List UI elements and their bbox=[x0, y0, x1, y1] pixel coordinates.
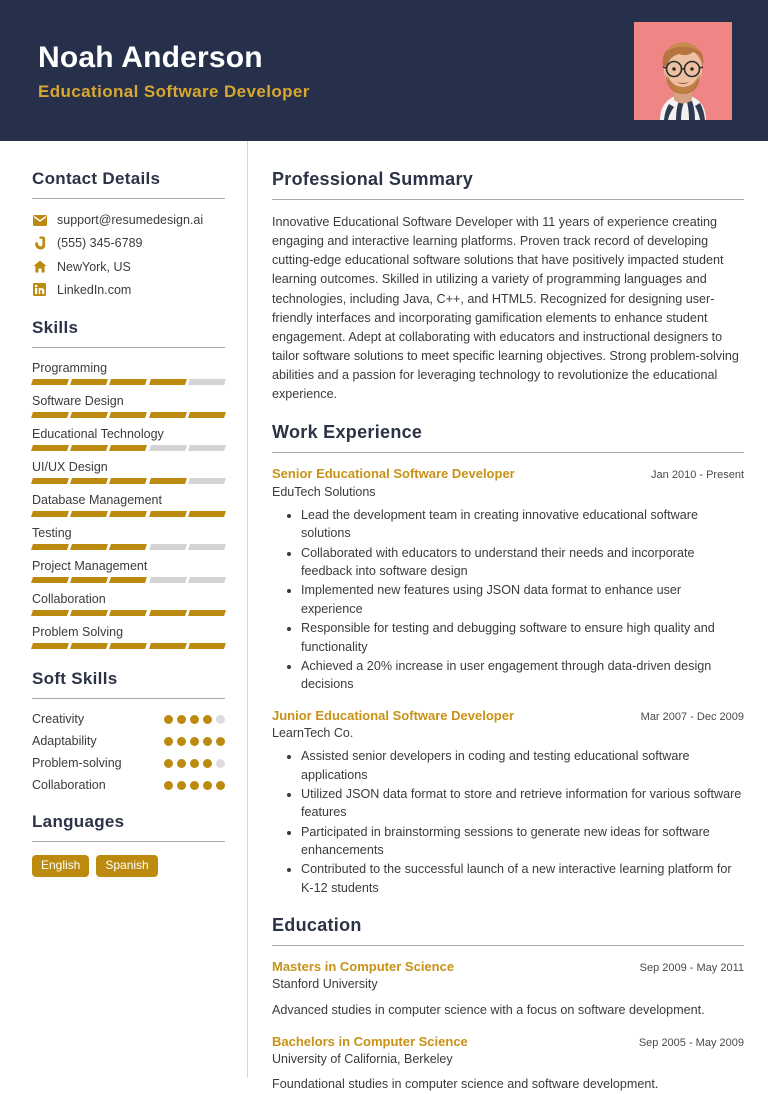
skill-level-bar bbox=[32, 643, 225, 649]
skill-label: Testing bbox=[32, 526, 72, 540]
skill-label: UI/UX Design bbox=[32, 460, 108, 474]
rating-dot bbox=[177, 715, 186, 724]
skill-bar-segment bbox=[70, 379, 108, 385]
entry-header bbox=[272, 466, 744, 482]
entry-header bbox=[272, 708, 744, 724]
skill-item bbox=[32, 394, 225, 418]
section-divider bbox=[272, 945, 744, 946]
skill-level-bar bbox=[32, 577, 225, 583]
skill-bar-segment bbox=[149, 445, 187, 451]
soft-skill-label: Collaboration bbox=[32, 778, 106, 792]
list-item: • Lead the development team in creating innovative educational software solutions bbox=[301, 506, 744, 543]
skill-bar-segment bbox=[109, 610, 147, 616]
rating-dot bbox=[203, 759, 212, 768]
contact-item-email[interactable] bbox=[32, 212, 225, 228]
list-item: • Assisted senior developers in coding and testing educational software applications bbox=[301, 747, 744, 784]
skill-label: Problem Solving bbox=[32, 625, 124, 639]
skill-bar-segment bbox=[188, 478, 226, 484]
professional-summary-text: Innovative Educational Software Developer with 11 years of experience creating engaging and interactive learning platforms. Proven track record of developing cutting-edge educational software solutions that have positively impacted student learning outcomes. Skilled in utilizing a variety of programming languages and technologies, including Java, C++, and HTML5. Recognized for designing user-friendly interfaces and incorporating gamification elements to enhance student engagement. Adept at collaborating with educators and instructional designers to tailor software solutions to meet specific learning objectives. Strong problem-solving abilities and a passion for leveraging technology to revolutionize the educational experience. bbox=[272, 215, 739, 402]
degree-title: Masters in Computer Science bbox=[272, 959, 455, 975]
section-skills bbox=[32, 318, 225, 649]
languages-list bbox=[32, 855, 225, 877]
skill-item bbox=[32, 559, 225, 583]
rating-dot bbox=[190, 737, 199, 746]
header-text-block bbox=[38, 40, 310, 102]
soft-skill-label: Problem-solving bbox=[32, 756, 122, 770]
skills-list bbox=[32, 361, 225, 649]
list-item: • Achieved a 20% increase in user engagement through data-driven design decisions bbox=[301, 657, 744, 694]
skill-bar-segment bbox=[109, 544, 147, 550]
list-item: • Participated in brainstorming sessions to generate new ideas for software enhancements bbox=[301, 823, 744, 860]
skill-bar-segment bbox=[70, 610, 108, 616]
soft-skill-rating bbox=[164, 759, 225, 768]
list-item: • Implemented new features using JSON data format to enhance user experience bbox=[301, 581, 744, 618]
skill-bar-segment bbox=[149, 478, 187, 484]
education-entry bbox=[272, 959, 744, 1019]
skill-bar-segment bbox=[149, 544, 187, 550]
education-heading: Education bbox=[272, 915, 362, 936]
skill-label: Software Design bbox=[32, 394, 124, 408]
job-role-title: Junior Educational Software Developer bbox=[272, 707, 514, 723]
page-title: Noah Anderson bbox=[38, 40, 263, 74]
rating-dot bbox=[177, 737, 186, 746]
profile-photo-icon bbox=[634, 22, 732, 120]
rating-dot bbox=[164, 759, 173, 768]
rating-dot bbox=[177, 759, 186, 768]
skill-label: Project Management bbox=[32, 559, 148, 573]
work-experience-heading: Work Experience bbox=[272, 422, 423, 443]
skill-bar-segment bbox=[188, 577, 226, 583]
skill-bar-segment bbox=[31, 445, 69, 451]
rating-dot bbox=[177, 781, 186, 790]
contact-location-text: NewYork, US bbox=[57, 259, 131, 274]
skill-item bbox=[32, 526, 225, 550]
soft-skills-heading: Soft Skills bbox=[32, 669, 118, 688]
skill-level-bar bbox=[32, 412, 225, 418]
skills-heading: Skills bbox=[32, 318, 79, 337]
skill-bar-segment bbox=[109, 511, 147, 517]
skill-bar-segment bbox=[188, 544, 226, 550]
section-professional-summary bbox=[272, 169, 744, 404]
skill-bar-segment bbox=[31, 544, 69, 550]
rating-dot bbox=[164, 737, 173, 746]
skill-item bbox=[32, 460, 225, 484]
education-description: Advanced studies in computer science with a focus on software development. bbox=[272, 1002, 705, 1017]
soft-skill-item bbox=[32, 712, 225, 726]
list-item: • Contributed to the successful launch of a new interactive learning platform for K-12 students bbox=[301, 860, 744, 897]
soft-skill-label: Creativity bbox=[32, 712, 85, 726]
skill-label: Educational Technology bbox=[32, 427, 164, 441]
rating-dot bbox=[190, 759, 199, 768]
section-divider bbox=[32, 198, 225, 199]
home-icon bbox=[32, 259, 47, 274]
phone-icon bbox=[32, 236, 47, 251]
skill-bar-segment bbox=[149, 412, 187, 418]
section-contact-details bbox=[32, 169, 225, 298]
skill-item bbox=[32, 592, 225, 616]
section-divider bbox=[32, 347, 225, 348]
skill-bar-segment bbox=[31, 643, 69, 649]
skill-bar-segment bbox=[149, 511, 187, 517]
section-divider bbox=[272, 199, 744, 200]
contact-item-linkedin[interactable] bbox=[32, 282, 225, 298]
rating-dot bbox=[216, 737, 225, 746]
skill-bar-segment bbox=[109, 643, 147, 649]
contact-list bbox=[32, 212, 225, 298]
skill-bar-segment bbox=[70, 412, 108, 418]
skill-bar-segment bbox=[188, 511, 226, 517]
skill-bar-segment bbox=[188, 445, 226, 451]
rating-dot bbox=[164, 715, 173, 724]
soft-skill-rating bbox=[164, 737, 225, 746]
list-item: • Utilized JSON data format to store and retrieve information for various software features bbox=[301, 785, 744, 822]
section-education bbox=[272, 915, 744, 1094]
rating-dot bbox=[164, 781, 173, 790]
avatar bbox=[634, 22, 732, 120]
rating-dot bbox=[216, 759, 225, 768]
skill-bar-segment bbox=[149, 610, 187, 616]
experience-entry bbox=[272, 466, 744, 693]
school-name: University of California, Berkeley bbox=[272, 1051, 453, 1066]
contact-phone-text: (555) 345-6789 bbox=[57, 236, 143, 251]
skill-bar-segment bbox=[109, 412, 147, 418]
education-date-range: Sep 2005 - May 2009 bbox=[638, 1036, 744, 1049]
soft-skill-rating bbox=[164, 715, 225, 724]
contact-item-location[interactable] bbox=[32, 259, 225, 275]
skill-level-bar bbox=[32, 478, 225, 484]
resume-header bbox=[0, 0, 768, 141]
skill-bar-segment bbox=[149, 577, 187, 583]
job-title: Educational Software Developer bbox=[38, 81, 310, 101]
skill-level-bar bbox=[32, 445, 225, 451]
rating-dot bbox=[216, 781, 225, 790]
contact-details-heading: Contact Details bbox=[32, 169, 161, 188]
language-tag[interactable]: English bbox=[32, 855, 89, 877]
list-item: • Responsible for testing and debugging software to ensure high quality and functionality bbox=[301, 619, 744, 656]
education-date-range: Sep 2009 - May 2011 bbox=[639, 962, 744, 975]
education-list bbox=[272, 959, 744, 1094]
rating-dot bbox=[216, 715, 225, 724]
job-date-range: Mar 2007 - Dec 2009 bbox=[640, 710, 744, 723]
languages-heading: Languages bbox=[32, 812, 125, 831]
degree-title: Bachelors in Computer Science bbox=[272, 1033, 468, 1049]
skill-bar-segment bbox=[70, 511, 108, 517]
skill-bar-segment bbox=[109, 445, 147, 451]
job-date-range: Jan 2010 - Present bbox=[651, 469, 744, 482]
skill-bar-segment bbox=[31, 478, 69, 484]
responsibility-list bbox=[272, 747, 744, 897]
sidebar bbox=[0, 141, 248, 1078]
skill-bar-segment bbox=[70, 577, 108, 583]
education-entry bbox=[272, 1034, 744, 1094]
skill-bar-segment bbox=[70, 445, 108, 451]
list-item: • Collaborated with educators to understand their needs and incorporate feedback into software design bbox=[301, 544, 744, 581]
contact-linkedin-text: LinkedIn.com bbox=[57, 282, 132, 297]
rating-dot bbox=[190, 715, 199, 724]
section-divider bbox=[272, 452, 744, 453]
soft-skill-item bbox=[32, 778, 225, 792]
section-divider bbox=[32, 841, 225, 842]
rating-dot bbox=[203, 737, 212, 746]
skill-bar-segment bbox=[70, 478, 108, 484]
skill-bar-segment bbox=[188, 379, 226, 385]
linkedin-icon bbox=[32, 282, 47, 297]
section-languages bbox=[32, 812, 225, 877]
soft-skill-item bbox=[32, 756, 225, 770]
resume-body bbox=[0, 141, 768, 1092]
envelope-icon bbox=[32, 213, 47, 228]
skill-item bbox=[32, 625, 225, 649]
skill-bar-segment bbox=[149, 643, 187, 649]
skill-bar-segment bbox=[109, 478, 147, 484]
section-work-experience bbox=[272, 422, 744, 897]
work-experience-list bbox=[272, 466, 744, 897]
soft-skill-label: Adaptability bbox=[32, 734, 97, 748]
contact-item-phone[interactable] bbox=[32, 235, 225, 251]
skill-label: Collaboration bbox=[32, 592, 106, 606]
skill-bar-segment bbox=[109, 379, 147, 385]
skill-bar-segment bbox=[31, 511, 69, 517]
skill-bar-segment bbox=[31, 577, 69, 583]
language-tag[interactable]: Spanish bbox=[96, 855, 157, 877]
section-soft-skills bbox=[32, 669, 225, 792]
company-name: EduTech Solutions bbox=[272, 484, 376, 499]
skill-level-bar bbox=[32, 379, 225, 385]
skill-level-bar bbox=[32, 544, 225, 550]
responsibility-list bbox=[272, 506, 744, 694]
skill-bar-segment bbox=[70, 643, 108, 649]
skill-bar-segment bbox=[109, 577, 147, 583]
entry-header bbox=[272, 1034, 744, 1050]
experience-entry bbox=[272, 708, 744, 898]
skill-level-bar bbox=[32, 511, 225, 517]
main-content bbox=[248, 141, 768, 1092]
entry-header bbox=[272, 959, 744, 975]
skill-level-bar bbox=[32, 610, 225, 616]
rating-dot bbox=[203, 781, 212, 790]
skill-bar-segment bbox=[70, 544, 108, 550]
school-name: Stanford University bbox=[272, 977, 378, 992]
company-name: LearnTech Co. bbox=[272, 725, 354, 740]
contact-email-text: support@resumedesign.ai bbox=[57, 213, 204, 227]
section-divider bbox=[32, 698, 225, 699]
skill-bar-segment bbox=[188, 610, 226, 616]
skill-item bbox=[32, 493, 225, 517]
soft-skill-item bbox=[32, 734, 225, 748]
rating-dot bbox=[203, 715, 212, 724]
skill-item bbox=[32, 427, 225, 451]
skill-bar-segment bbox=[31, 412, 69, 418]
skill-bar-segment bbox=[31, 379, 69, 385]
education-description: Foundational studies in computer science and software development. bbox=[272, 1077, 659, 1092]
soft-skills-list bbox=[32, 712, 225, 792]
professional-summary-heading: Professional Summary bbox=[272, 169, 474, 189]
rating-dot bbox=[190, 781, 199, 790]
skill-bar-segment bbox=[149, 379, 187, 385]
skill-label: Database Management bbox=[32, 493, 162, 507]
skill-bar-segment bbox=[188, 412, 226, 418]
soft-skill-rating bbox=[164, 781, 225, 790]
skill-bar-segment bbox=[31, 610, 69, 616]
skill-label: Programming bbox=[32, 361, 108, 375]
skill-item bbox=[32, 361, 225, 385]
skill-bar-segment bbox=[188, 643, 226, 649]
job-role-title: Senior Educational Software Developer bbox=[272, 466, 515, 482]
